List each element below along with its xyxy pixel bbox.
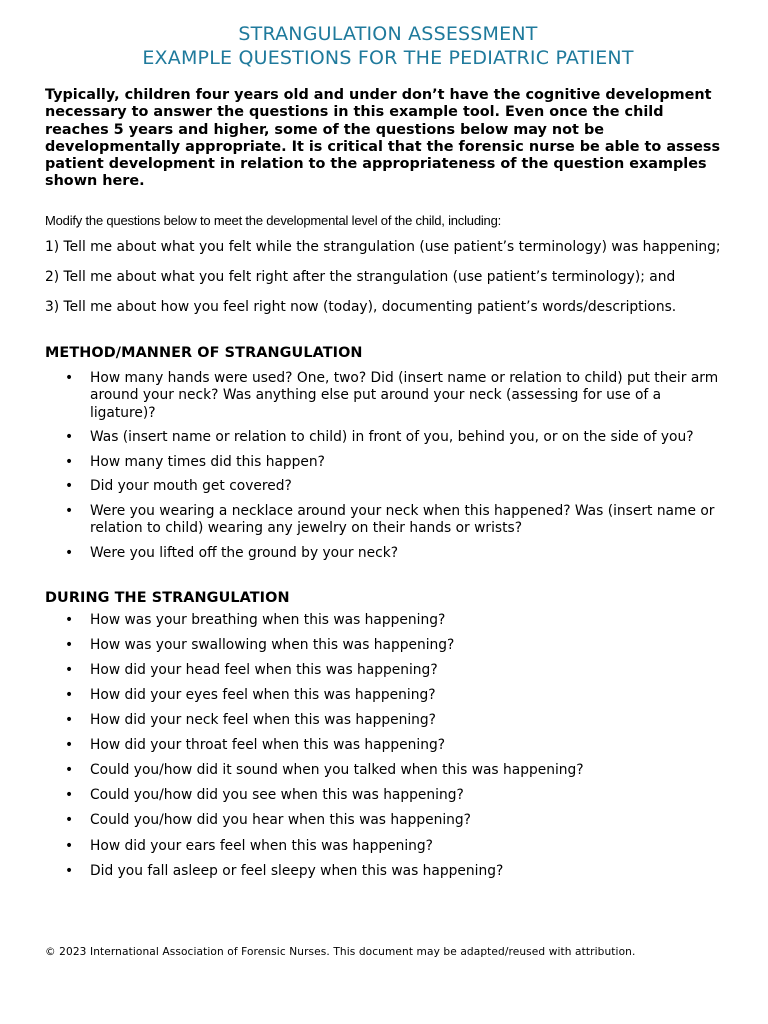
bullet-icon: • (65, 712, 74, 729)
bullet-icon: • (65, 812, 74, 829)
section-heading-during: DURING THE STRANGULATION (45, 589, 290, 606)
bullet-icon: • (65, 787, 74, 804)
bullet-icon: • (65, 453, 74, 470)
title-line-1: STRANGULATION ASSESSMENT (238, 23, 538, 45)
bullet-icon: • (65, 544, 74, 561)
bullet-icon: • (65, 636, 74, 653)
list-item-text: How did your neck feel when this was happening? (90, 712, 436, 729)
list-item-text: Were you lifted off the ground by your neck? (90, 544, 399, 561)
list-item (45, 612, 731, 629)
list-item (45, 370, 731, 421)
copyright-footer: © 2023 International Association of Forensic Nurses. This document may be adapted/reused with attribution. (45, 946, 636, 958)
list-item-text: Did your mouth get covered? (90, 478, 292, 495)
list-item (45, 454, 731, 471)
list-item-text: Did you fall asleep or feel sleepy when this was happening? (90, 862, 504, 879)
list-item (45, 762, 731, 779)
numbered-prompts (45, 239, 731, 317)
numbered-prompt-1: 1) Tell me about what you felt while the strangulation (use patient’s terminology) was happening; (45, 238, 721, 255)
bullet-icon: • (65, 502, 74, 519)
modify-instructions: Modify the questions below to meet the developmental level of the child, including: (45, 212, 502, 228)
list-item-text: How many hands were used? One, two? Did (insert name or relation to child) put their arm around your neck? Was anything else put around your neck (assessing for use of a ligature)? (90, 370, 719, 421)
list-item-text: How did your ears feel when this was happening? (90, 837, 433, 854)
list-item (45, 712, 731, 729)
method-question-list (45, 370, 731, 561)
list-item (45, 637, 731, 654)
list-item (45, 838, 731, 855)
document-title (45, 22, 731, 70)
document-page (45, 22, 731, 880)
list-item (45, 863, 731, 880)
title-line-2: EXAMPLE QUESTIONS FOR THE PEDIATRIC PATIENT (142, 47, 634, 69)
bullet-icon: • (65, 661, 74, 678)
bullet-icon: • (65, 837, 74, 854)
list-item-text: How many times did this happen? (90, 453, 325, 470)
numbered-prompt-3: 3) Tell me about how you feel right now (today), documenting patient’s words/descriptions. (45, 299, 677, 316)
bullet-icon: • (65, 762, 74, 779)
list-item-text: How did your head feel when this was happening? (90, 661, 438, 678)
list-item-text: Could you/how did you hear when this was happening? (90, 812, 471, 829)
list-item (45, 787, 731, 804)
intro-paragraph: Typically, children four years old and under don’t have the cognitive development necessary to answer the questions in this example tool. Even once the child reaches 5 years and higher, some of the questions below may not be developmentally appropriate. It is critical that the forensic nurse be able to assess patient development in relation to the appropriateness of the question examples shown here. (45, 87, 721, 190)
list-item-text: Was (insert name or relation to child) in front of you, behind you, or on the side of you? (90, 429, 694, 446)
list-item-text: How did your throat feel when this was happening? (90, 737, 446, 754)
bullet-icon: • (65, 611, 74, 628)
bullet-icon: • (65, 687, 74, 704)
bullet-icon: • (65, 429, 74, 446)
during-question-list (45, 612, 731, 880)
list-item-text: How was your breathing when this was happening? (90, 611, 446, 628)
list-item (45, 545, 731, 562)
list-item (45, 737, 731, 754)
list-item (45, 812, 731, 829)
section-heading-method: METHOD/MANNER OF STRANGULATION (45, 345, 363, 362)
list-item (45, 478, 731, 495)
list-item-text: Were you wearing a necklace around your neck when this happened? Was (insert name or relation to child) wearing any jewelry on their hands or wrists? (90, 502, 715, 537)
list-item (45, 687, 731, 704)
bullet-icon: • (65, 478, 74, 495)
bullet-icon: • (65, 737, 74, 754)
list-item-text: How was your swallowing when this was happening? (90, 636, 455, 653)
numbered-prompt-2: 2) Tell me about what you felt right after the strangulation (use patient’s terminology); and (45, 268, 676, 285)
bullet-icon: • (65, 370, 74, 387)
list-item-text: How did your eyes feel when this was happening? (90, 687, 436, 704)
bullet-icon: • (65, 862, 74, 879)
list-item (45, 662, 731, 679)
list-item-text: Could you/how did it sound when you talked when this was happening? (90, 762, 584, 779)
list-item-text: Could you/how did you see when this was happening? (90, 787, 464, 804)
list-item (45, 429, 731, 446)
list-item (45, 503, 731, 537)
